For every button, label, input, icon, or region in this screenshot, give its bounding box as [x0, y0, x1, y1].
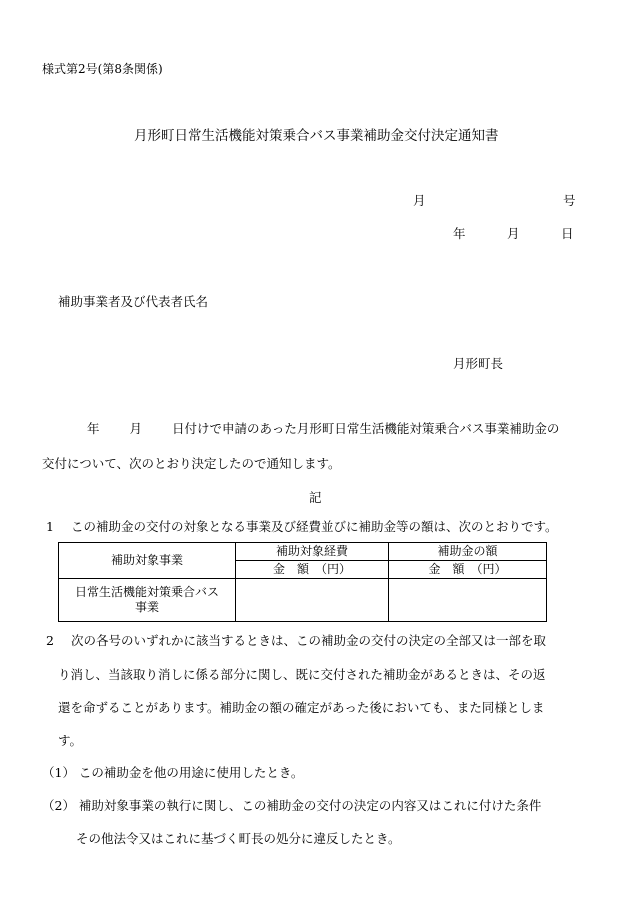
recipient-label: 補助事業者及び代表者氏名: [58, 294, 209, 309]
grant-table: [58, 542, 547, 622]
row-grant[interactable]: [389, 579, 547, 622]
item-2-line-2: り消し、当該取り消しに係る部分に関し、既に交付された補助金があるときは、その返: [58, 667, 546, 682]
row-expense[interactable]: [236, 579, 389, 622]
header-project: 補助対象事業: [59, 543, 236, 579]
header-grant: 補助金の額: [389, 543, 547, 561]
header-expense: 補助対象経費: [236, 543, 389, 561]
item-2-line-3: 還を命ずることがあります。補助金の額の確定があった後においても、また同様としま: [58, 700, 545, 715]
body-year: 年: [87, 421, 100, 436]
doc-number-suffix: 号: [563, 193, 576, 208]
item-2-line-4: す。: [58, 733, 83, 748]
row-project-line-2: 事業: [134, 600, 159, 614]
amount-label-expense: 金 額 （円）: [236, 561, 389, 579]
body-month: 月: [129, 421, 143, 436]
item-1-text: この補助金の交付の対象となる事業及び経費並びに補助金等の額は、次のとおりです。: [70, 519, 558, 534]
item-1-number: 1: [46, 519, 54, 534]
body-line-2: 交付について、次のとおり決定したので通知します。: [42, 456, 341, 471]
doc-number-month: 月: [413, 193, 426, 208]
date-month: 月: [507, 226, 520, 241]
item-2-number: 2: [46, 633, 54, 648]
date-day: 日: [561, 226, 574, 241]
sub-item-2-line-2: その他法令又はこれに基づく町長の処分に違反したとき。: [76, 831, 401, 846]
body-line-1: [87, 419, 559, 437]
row-project-line-1: 日常生活機能対策乗合バス: [74, 585, 219, 599]
item-2-line-1: [46, 631, 546, 649]
date-year: 年: [453, 226, 466, 241]
document-title: 月形町日常生活機能対策乗合バス事業補助金交付決定通知書: [134, 128, 499, 144]
ki-heading: 記: [309, 490, 322, 505]
body-rest: 日付けで申請のあった月形町日常生活機能対策乗合バス事業補助金の: [172, 421, 560, 436]
item-2-text-1: 次の各号のいずれかに該当するときは、この補助金の交付の決定の全部又は一部を取: [70, 633, 546, 648]
amount-label-grant: 金 額 （円）: [389, 561, 547, 579]
item-1: [46, 517, 557, 535]
row-project: [59, 579, 236, 622]
issuer: 月形町長: [453, 356, 504, 371]
sub-item-1: （1） この補助金を他の用途に使用したとき。: [42, 765, 304, 780]
sub-item-2-line-1: （2） 補助対象事業の執行に関し、この補助金の交付の決定の内容又はこれに付けた条件: [42, 798, 542, 813]
form-number: 様式第2号(第8条関係): [42, 62, 163, 76]
